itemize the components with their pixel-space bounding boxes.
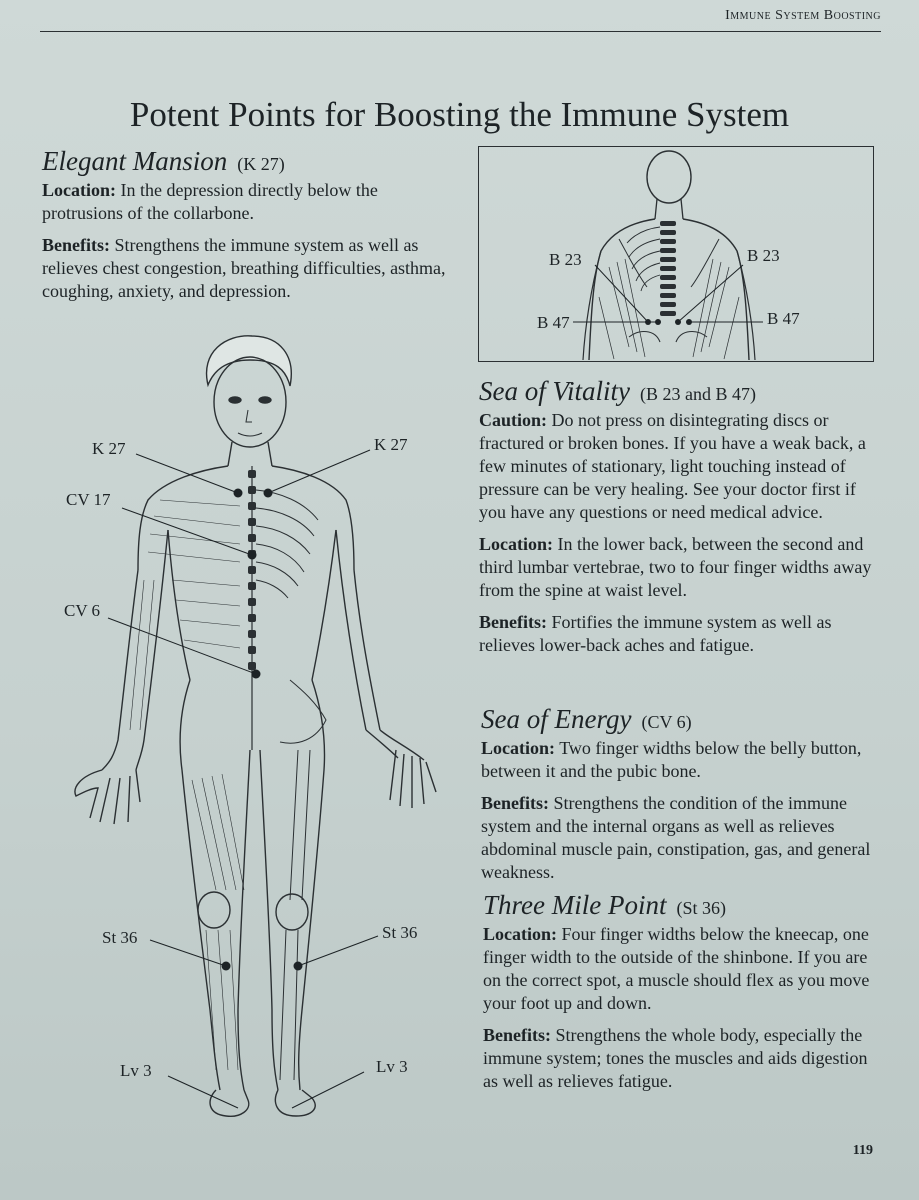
section-heading [479, 376, 879, 407]
paragraph-label: Benefits: [479, 612, 547, 632]
paragraph-text: Four finger widths below the kneecap, one finger width to the outside of the shinbone. If you are on the correct spot, a muscle should flex as you move your foot up and down. [483, 924, 870, 1013]
running-head: Immune System Boosting [725, 8, 881, 23]
paragraph-text: In the lower back, between the second and third lumbar vertebrae, two to four finger widths away from the spine at waist level. [479, 534, 872, 600]
paragraph-label: Benefits: [481, 793, 549, 813]
body-figure [40, 330, 450, 1130]
point-name: Three Mile Point [483, 890, 667, 920]
point-name: Sea of Energy [481, 704, 632, 734]
label-lv3-left: Lv 3 [120, 1061, 152, 1080]
paragraph-label: Location: [481, 738, 555, 758]
section-sea-of-energy [481, 704, 881, 893]
paragraph-text: In the depression directly below the protrusions of the collarbone. [42, 180, 378, 223]
benefits-paragraph [42, 234, 452, 303]
paragraph-label: Location: [42, 180, 116, 200]
location-paragraph [42, 179, 452, 225]
point-code: (St 36) [676, 898, 726, 918]
point-code: (B 23 and B 47) [639, 384, 756, 404]
back-figure [478, 146, 874, 362]
point-code: (K 27) [237, 154, 285, 174]
paragraph-text: Strengthens the whole body, especially the immune system; tones the muscles and aids digestion as well as relieves fatigue. [483, 1025, 868, 1091]
section-three-mile-point [483, 890, 879, 1102]
location-paragraph [483, 923, 879, 1015]
point-name: Elegant Mansion [42, 146, 228, 176]
spine [660, 221, 676, 316]
back-illustration [479, 147, 872, 360]
point-code: (CV 6) [641, 712, 692, 732]
paragraph-text: Strengthens the immune system as well as relieves chest congestion, breathing difficulties, asthma, coughing, anxiety, and depression. [42, 235, 446, 301]
caution-paragraph [479, 409, 879, 524]
paragraph-text: Fortifies the immune system as well as relieves lower-back aches and fatigue. [479, 612, 832, 655]
location-paragraph [479, 533, 879, 602]
body-illustration [40, 330, 450, 1130]
paragraph-text: Strengthens the condition of the immune system and the internal organs as well as relieves abdominal muscle pain, constipation, gas, and general weakness. [481, 793, 871, 882]
section-sea-of-vitality [479, 376, 879, 666]
page-number: 119 [852, 1143, 873, 1158]
paragraph-text: Two finger widths below the belly button, between it and the pubic bone. [481, 738, 862, 781]
label-cv6: CV 6 [64, 601, 101, 620]
section-heading [483, 890, 879, 921]
point-name: Sea of Vitality [479, 376, 630, 406]
label-st36-left: St 36 [102, 928, 138, 947]
paragraph-label: Caution: [479, 410, 548, 430]
header-rule [40, 31, 881, 32]
label-k27-right: K 27 [374, 435, 408, 454]
section-heading [481, 704, 881, 735]
section-heading [42, 146, 452, 177]
label-lv3-right: Lv 3 [376, 1057, 408, 1076]
benefits-paragraph [483, 1024, 879, 1093]
location-paragraph [481, 737, 881, 783]
paragraph-label: Location: [479, 534, 553, 554]
paragraph-text: Do not press on disintegrating discs or fractured or broken bones. If you have a weak back, a few minutes of stationary, light touching instead of pressure can be very healing. See your doctor first if you have any questions or need medical advice. [479, 410, 866, 522]
label-b23-right: B 23 [747, 246, 780, 265]
benefits-paragraph [479, 611, 879, 657]
paragraph-label: Location: [483, 924, 557, 944]
label-st36-right: St 36 [382, 923, 418, 942]
label-b23-left: B 23 [549, 250, 582, 269]
paragraph-label: Benefits: [42, 235, 110, 255]
label-b47-right: B 47 [767, 309, 800, 328]
benefits-paragraph [481, 792, 881, 884]
page-title: Potent Points for Boosting the Immune System [129, 95, 790, 135]
label-b47-left: B 47 [537, 313, 570, 332]
paragraph-label: Benefits: [483, 1025, 551, 1045]
label-k27-left: K 27 [92, 439, 126, 458]
section-elegant-mansion [42, 146, 452, 312]
label-cv17: CV 17 [66, 490, 111, 509]
